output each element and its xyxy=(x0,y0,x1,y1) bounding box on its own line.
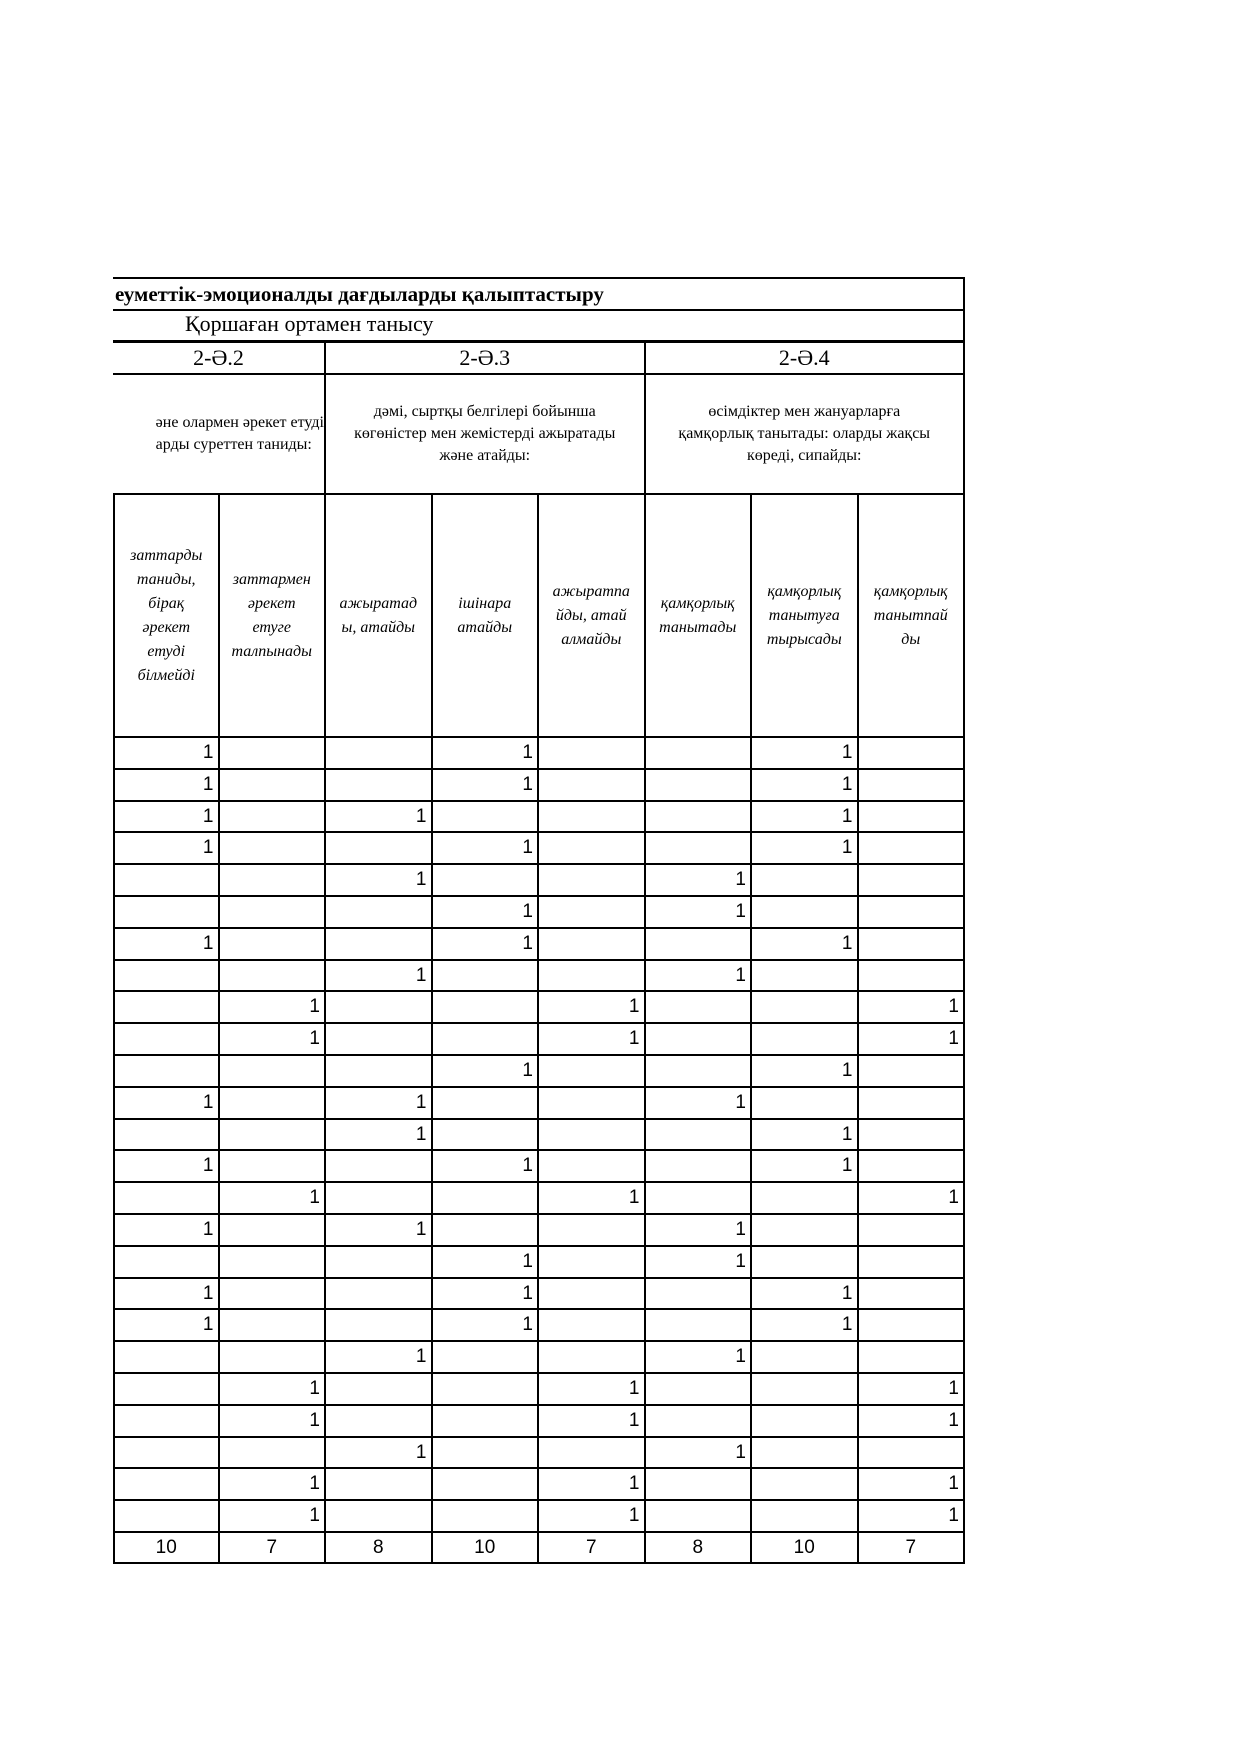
table-cell: 1 xyxy=(646,961,753,993)
table-cell: 1 xyxy=(220,1024,327,1056)
table-cell xyxy=(859,738,966,770)
table-cell xyxy=(752,1247,859,1279)
table-cell: 1 xyxy=(433,1279,540,1311)
table-cell xyxy=(752,1088,859,1120)
table-cell xyxy=(220,770,327,802)
table-cell xyxy=(646,1279,753,1311)
table-cell xyxy=(539,1438,646,1470)
table-cell xyxy=(326,1247,433,1279)
table-cell xyxy=(752,1183,859,1215)
column-subheader: ажыратпа йды, атай алмайды xyxy=(539,495,646,738)
table-cell xyxy=(646,929,753,961)
table-cell xyxy=(326,770,433,802)
table-cell xyxy=(220,929,327,961)
table-cell: 1 xyxy=(220,1501,327,1533)
total-cell: 10 xyxy=(113,1533,220,1564)
table-cell xyxy=(433,865,540,897)
table-cell xyxy=(859,1342,966,1374)
table-cell: 1 xyxy=(220,1374,327,1406)
table-cell xyxy=(752,1374,859,1406)
table-cell xyxy=(326,1310,433,1342)
table-cell: 1 xyxy=(539,992,646,1024)
group-code: 2-Ә.4 xyxy=(646,343,966,375)
table-cell xyxy=(539,929,646,961)
table-cell xyxy=(752,1438,859,1470)
table-cell xyxy=(859,1215,966,1247)
table-cell xyxy=(646,1310,753,1342)
column-subheader: ішінара атайды xyxy=(433,495,540,738)
table-cell xyxy=(752,1342,859,1374)
table-cell xyxy=(326,1469,433,1501)
table-cell: 1 xyxy=(113,929,220,961)
table-cell xyxy=(752,1024,859,1056)
table-cell xyxy=(539,961,646,993)
table-cell: 1 xyxy=(539,1024,646,1056)
table-cell xyxy=(539,833,646,865)
table-cell: 1 xyxy=(752,802,859,834)
table-cell xyxy=(752,992,859,1024)
table-cell: 1 xyxy=(752,738,859,770)
table-cell xyxy=(326,992,433,1024)
table-cell xyxy=(539,1247,646,1279)
subject-title: Қоршаған ортамен танысу xyxy=(113,309,965,343)
table-cell: 1 xyxy=(326,865,433,897)
table-cell xyxy=(220,1438,327,1470)
table-cell: 1 xyxy=(859,992,966,1024)
table-cell xyxy=(646,833,753,865)
table-cell: 1 xyxy=(646,1247,753,1279)
table-cell xyxy=(113,1183,220,1215)
table-cell: 1 xyxy=(859,1501,966,1533)
table-cell: 1 xyxy=(646,1438,753,1470)
table-cell xyxy=(113,865,220,897)
group-description: әне олармен әрекет етуді арды суреттен таниды: xyxy=(113,375,326,495)
table-cell xyxy=(539,897,646,929)
table-cell xyxy=(220,1247,327,1279)
table-cell: 1 xyxy=(433,1247,540,1279)
table-cell: 1 xyxy=(752,1056,859,1088)
table-cell xyxy=(859,961,966,993)
table-cell xyxy=(433,802,540,834)
table-cell xyxy=(113,1024,220,1056)
table-cell: 1 xyxy=(433,1151,540,1183)
table-cell xyxy=(433,1342,540,1374)
table-cell xyxy=(646,992,753,1024)
table-cell xyxy=(646,1120,753,1152)
table-cell xyxy=(646,738,753,770)
table-cell xyxy=(220,1310,327,1342)
table-cell xyxy=(220,1342,327,1374)
table-cell xyxy=(859,1120,966,1152)
table-cell xyxy=(859,1151,966,1183)
table-cell: 1 xyxy=(859,1183,966,1215)
table-cell xyxy=(859,770,966,802)
table-cell: 1 xyxy=(433,897,540,929)
table-cell: 1 xyxy=(539,1374,646,1406)
table-cell xyxy=(646,770,753,802)
table-cell: 1 xyxy=(539,1183,646,1215)
table-cell: 1 xyxy=(113,738,220,770)
table-cell xyxy=(752,1406,859,1438)
table-cell xyxy=(433,1374,540,1406)
table-cell xyxy=(326,1151,433,1183)
table-cell: 1 xyxy=(326,1342,433,1374)
column-subheader: қамқорлық танытады xyxy=(646,495,753,738)
table-cell xyxy=(859,1438,966,1470)
table-cell: 1 xyxy=(646,1088,753,1120)
table-cell: 1 xyxy=(859,1024,966,1056)
table-cell xyxy=(859,1247,966,1279)
total-cell: 7 xyxy=(539,1533,646,1564)
table-cell xyxy=(220,833,327,865)
column-subheader: қамқорлық танытуға тырысады xyxy=(752,495,859,738)
table-cell xyxy=(539,1342,646,1374)
table-cell: 1 xyxy=(113,1279,220,1311)
table-cell: 1 xyxy=(326,1088,433,1120)
table-cell xyxy=(433,1406,540,1438)
table-cell xyxy=(113,1406,220,1438)
table-cell: 1 xyxy=(433,833,540,865)
table-cell: 1 xyxy=(220,1183,327,1215)
table-cell xyxy=(752,865,859,897)
table-cell: 1 xyxy=(433,929,540,961)
table-cell: 1 xyxy=(113,1151,220,1183)
table-cell: 1 xyxy=(752,770,859,802)
table-cell xyxy=(539,802,646,834)
table-cell xyxy=(113,1374,220,1406)
table-cell xyxy=(752,1501,859,1533)
table-cell xyxy=(859,929,966,961)
table-cell: 1 xyxy=(752,1120,859,1152)
table-cell xyxy=(752,961,859,993)
section-title: еуметтік-эмоционалды дағдыларды қалыптастыру xyxy=(113,277,965,311)
table-cell xyxy=(859,1056,966,1088)
table-cell xyxy=(539,1279,646,1311)
table-cell xyxy=(220,1120,327,1152)
table-cell xyxy=(326,897,433,929)
table-cell xyxy=(113,992,220,1024)
table-cell xyxy=(433,1469,540,1501)
table-cell xyxy=(859,865,966,897)
table-cell xyxy=(326,738,433,770)
table-cell xyxy=(859,1310,966,1342)
table-cell: 1 xyxy=(859,1374,966,1406)
table-cell xyxy=(539,770,646,802)
table-cell: 1 xyxy=(220,1406,327,1438)
table-cell xyxy=(326,1056,433,1088)
table-cell xyxy=(113,961,220,993)
table-cell: 1 xyxy=(326,961,433,993)
table-cell xyxy=(646,1406,753,1438)
column-subheader: заттарды таниды, бірақ әрекет етуді білмейді xyxy=(113,495,220,738)
group-code: 2-Ә.3 xyxy=(326,343,646,375)
table-cell xyxy=(326,1406,433,1438)
group-description: өсімдіктер мен жануарларға қамқорлық танытады: оларды жақсы көреді, сипайды: xyxy=(646,375,966,495)
total-cell: 10 xyxy=(752,1533,859,1564)
table-cell xyxy=(433,1438,540,1470)
table-cell xyxy=(646,1469,753,1501)
table-cell: 1 xyxy=(326,802,433,834)
total-cell: 7 xyxy=(220,1533,327,1564)
column-subheader: қамқорлық танытпай ды xyxy=(859,495,966,738)
table-cell: 1 xyxy=(113,833,220,865)
table-cell xyxy=(859,1088,966,1120)
table-cell: 1 xyxy=(113,1215,220,1247)
total-cell: 8 xyxy=(646,1533,753,1564)
table-cell xyxy=(220,738,327,770)
table-cell xyxy=(433,992,540,1024)
table-cell: 1 xyxy=(752,833,859,865)
table-cell: 1 xyxy=(220,1469,327,1501)
table-cell: 1 xyxy=(220,992,327,1024)
group-code: 2-Ә.2 xyxy=(113,343,326,375)
table-cell xyxy=(220,802,327,834)
table-cell xyxy=(113,1469,220,1501)
table-cell xyxy=(220,1056,327,1088)
table-cell: 1 xyxy=(646,1342,753,1374)
table-cell xyxy=(326,1024,433,1056)
column-subheader: ажыратад ы, атайды xyxy=(326,495,433,738)
table-cell: 1 xyxy=(326,1438,433,1470)
table-cell xyxy=(113,1438,220,1470)
table-cell: 1 xyxy=(859,1406,966,1438)
table-cell: 1 xyxy=(752,929,859,961)
table-cell xyxy=(326,1183,433,1215)
table-cell xyxy=(113,1342,220,1374)
table-cell xyxy=(113,1056,220,1088)
table-cell xyxy=(326,929,433,961)
table-cell xyxy=(220,961,327,993)
table-cell xyxy=(326,1279,433,1311)
table-cell xyxy=(539,1120,646,1152)
table-cell xyxy=(433,1215,540,1247)
table-cell: 1 xyxy=(433,1310,540,1342)
table-cell: 1 xyxy=(646,897,753,929)
table-cell xyxy=(859,1279,966,1311)
table-cell xyxy=(220,1215,327,1247)
table-cell xyxy=(220,1088,327,1120)
table-cell xyxy=(113,1501,220,1533)
table-cell: 1 xyxy=(433,1056,540,1088)
total-cell: 8 xyxy=(326,1533,433,1564)
table-cell xyxy=(220,1151,327,1183)
column-subheader: заттармен әрекет етуге талпынады xyxy=(220,495,327,738)
table-cell xyxy=(113,897,220,929)
table-cell xyxy=(859,833,966,865)
table-cell: 1 xyxy=(539,1501,646,1533)
table-cell xyxy=(646,1374,753,1406)
table-cell xyxy=(539,1088,646,1120)
table-cell xyxy=(539,1310,646,1342)
table-cell xyxy=(539,1151,646,1183)
table-cell xyxy=(539,1056,646,1088)
table-cell xyxy=(752,897,859,929)
table-cell xyxy=(113,1120,220,1152)
table-cell xyxy=(326,1501,433,1533)
table-cell xyxy=(646,1151,753,1183)
table-cell xyxy=(326,833,433,865)
table-cell xyxy=(752,1215,859,1247)
table-cell: 1 xyxy=(113,1088,220,1120)
table-cell xyxy=(113,1247,220,1279)
table-cell xyxy=(433,1183,540,1215)
table-cell: 1 xyxy=(326,1120,433,1152)
table-cell xyxy=(539,738,646,770)
table-cell: 1 xyxy=(326,1215,433,1247)
table-cell xyxy=(433,1120,540,1152)
table-cell xyxy=(433,1088,540,1120)
table-cell: 1 xyxy=(646,1215,753,1247)
table-cell: 1 xyxy=(113,770,220,802)
table-cell: 1 xyxy=(113,802,220,834)
table-cell xyxy=(433,1501,540,1533)
table-cell xyxy=(646,802,753,834)
table-cell xyxy=(433,961,540,993)
table-cell xyxy=(539,1215,646,1247)
table-cell xyxy=(646,1183,753,1215)
table-cell xyxy=(220,897,327,929)
table-cell: 1 xyxy=(433,738,540,770)
table-cell: 1 xyxy=(752,1279,859,1311)
table-cell xyxy=(539,865,646,897)
table-cell xyxy=(859,802,966,834)
total-cell: 7 xyxy=(859,1533,966,1564)
table-cell: 1 xyxy=(113,1310,220,1342)
table-cell: 1 xyxy=(752,1310,859,1342)
table-cell xyxy=(646,1024,753,1056)
table-cell: 1 xyxy=(433,770,540,802)
table-cell xyxy=(326,1374,433,1406)
table-cell xyxy=(859,897,966,929)
table-cell xyxy=(220,1279,327,1311)
table-cell xyxy=(646,1056,753,1088)
table-cell: 1 xyxy=(752,1151,859,1183)
table-cell: 1 xyxy=(539,1469,646,1501)
total-cell: 10 xyxy=(433,1533,540,1564)
group-description: дәмі, сыртқы белгілері бойынша көгөністер мен жемістерді ажыратады және атайды: xyxy=(326,375,646,495)
table-cell: 1 xyxy=(859,1469,966,1501)
table-cell: 1 xyxy=(539,1406,646,1438)
table-cell xyxy=(646,1501,753,1533)
table-cell: 1 xyxy=(646,865,753,897)
table-cell xyxy=(752,1469,859,1501)
table-cell xyxy=(220,865,327,897)
table-cell xyxy=(433,1024,540,1056)
